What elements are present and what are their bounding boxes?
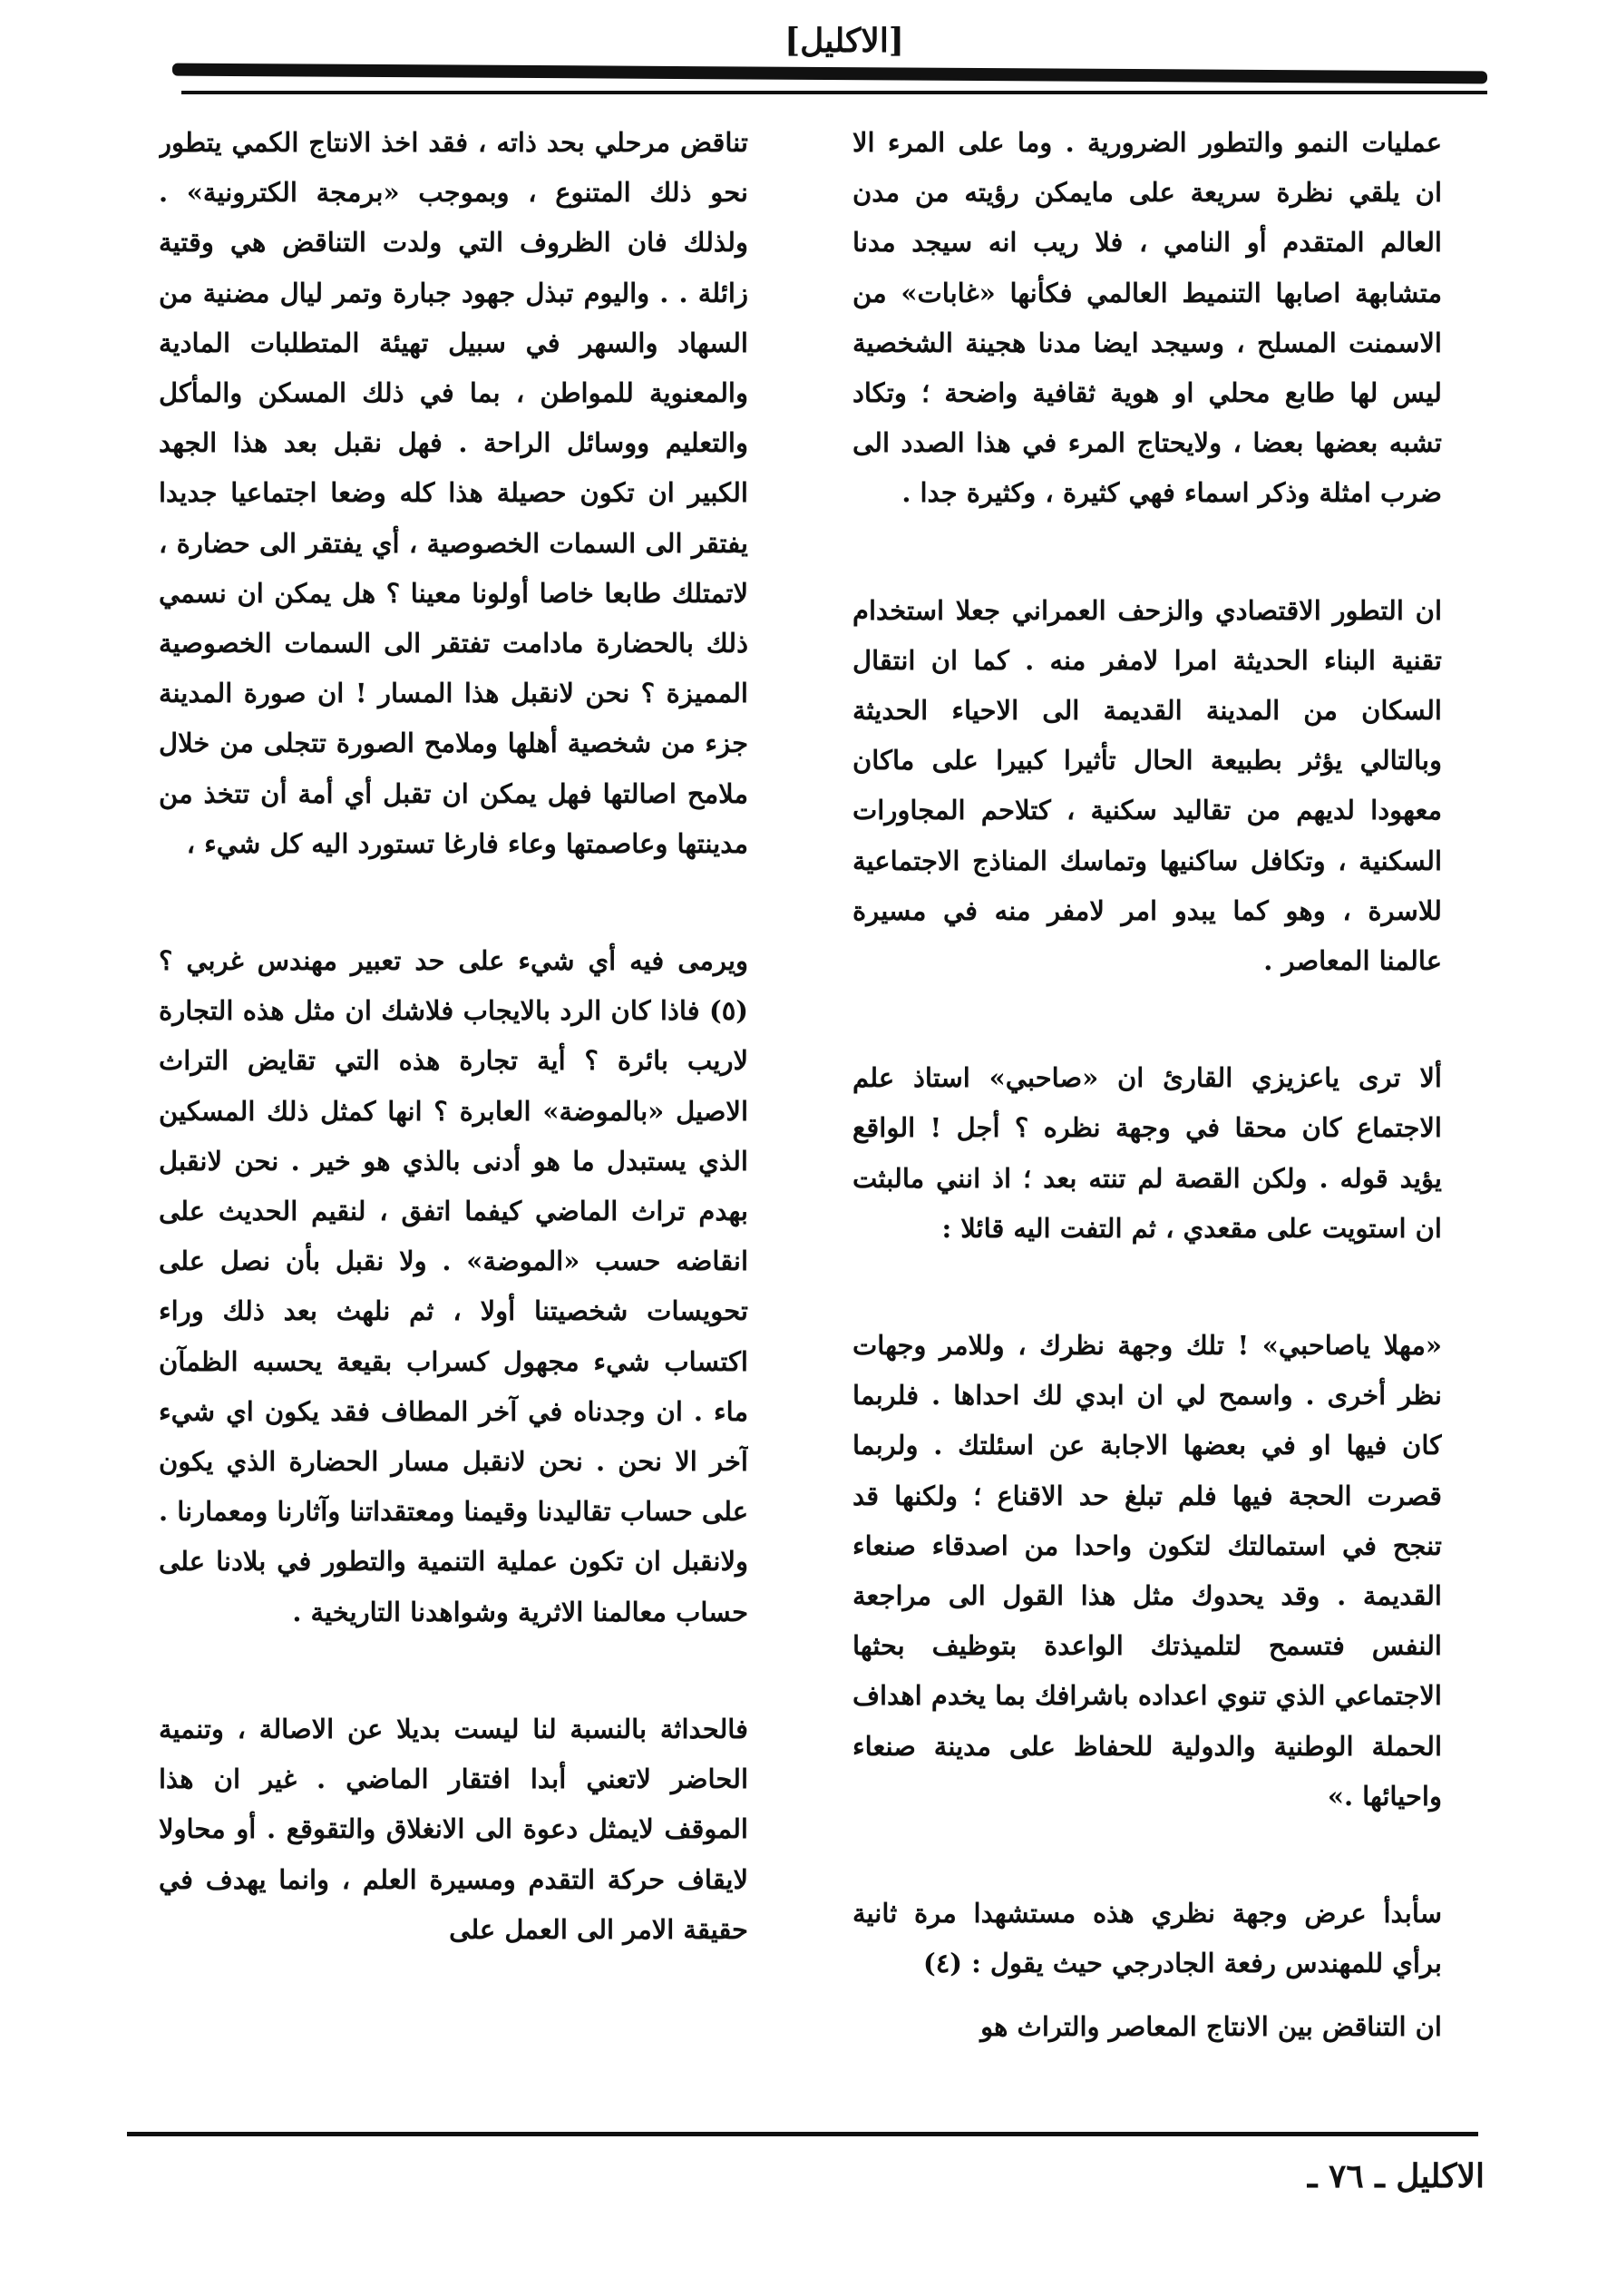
paragraph: سأبدأ عرض وجهة نظري هذه مستشهدا مرة ثانية برأي للمهندس رفعة الجادرجي حيث يقول : (٤) xyxy=(852,1898,1442,1979)
page-footer xyxy=(0,2132,1607,2241)
page-number: الاكليل ـ ٧٦ ـ xyxy=(1307,2157,1485,2195)
journal-title: [الاكليل] xyxy=(784,22,904,60)
paragraph: فالحداثة بالنسبة لنا ليست بديلا عن الاصالة ، وتنمية الحاضر لاتعني أبدا افتقار الماضي . غير ان هذا الموقف لايمثل دعوة الى الانغلاق والتقوقع . أو محاولا لايقاف حركة التقدم ومسيرة العلم ، وانما يهدف في حقيقة الامر الى العمل على xyxy=(159,1713,748,1945)
paragraph: تناقض مرحلي بحد ذاته ، فقد اخذ الانتاج الكمي يتطور نحو ذلك المتنوع ، وبموجب «برمجة الكترونية» . ولذلك فان الظروف التي ولدت التناقض هي وقتية زائلة . . واليوم تبذل جهود جبارة وتمر ليال مضنية من السهاد والسهر في سبيل تهيئة المتطلبات المادية والمعنوية للمواطن ، بما في ذلك المسكن والمأكل والتعليم ووسائل الراحة . فهل نقبل بعد هذا الجهد الكبير ان تكون حصيلة هذا كله وضعا اجتماعيا جديدا يفتقر الى السمات الخصوصية ، أي يفتقر الى حضارة ، لاتمتلك طابعا خاصا أولونا معينا ؟ هل يمكن ان نسمي ذلك بالحضارة مادامت تفتقر الى السمات الخصوصية المميزة ؟ نحن لانقبل هذا المسار ! ان صورة المدينة جزء من شخصية أهلها وملامح الصورة تتجلى من خلال ملامح اصالتها فهل يمكن ان تقبل أي أمة أن تتخذ من مدينتها وعاصمتها وعاء فارغا تستورد اليه كل شيء ، xyxy=(159,127,748,859)
page-header xyxy=(0,13,1607,122)
left-column xyxy=(159,118,748,2150)
header-rule-thin xyxy=(181,91,1487,94)
footer-rule xyxy=(127,2132,1478,2136)
paragraph: ويرمى فيه أي شيء على حد تعبير مهندس غربي ؟ (٥) فاذا كان الرد بالايجاب فلاشك ان مثل هذه التجارة لاريب بائرة ؟ أية تجارة هذه التي تقايض التراث الاصيل «بالموضة» العابرة ؟ انها كمثل ذلك المسكين الذي يستبدل ما هو أدنى بالذي هو خير . نحن لانقبل بهدم تراث الماضي كيفما اتفق ، لنقيم الحديث على انقاضه حسب «الموضة» . ولا نقبل بأن نصل على تحويسات شخصيتنا أولا ، ثم نلهث بعد ذلك وراء اكتساب شيء مجهول كسراب بقيعة يحسبه الظمآن ماء . ان وجدناه في آخر المطاف فقد يكون اي شيء آخر الا نحن . نحن لانقبل مسار الحضارة الذي يكون على حساب تقاليدنا وقيمنا ومعتقداتنا وآثارنا ومعمارنا . ولانقبل ان تكون عملية التنمية والتطور في بلادنا على حساب معالمنا الاثرية وشواهدنا التاريخية . xyxy=(159,945,748,1627)
paragraph: ان التطور الاقتصادي والزحف العمراني جعلا استخدام تقنية البناء الحديثة امرا لامفر منه . كما ان انتقال السكان من المدينة القديمة الى الاحياء الحديثة وبالتالي يؤثر بطبيعة الحال تأثيرا كبيرا على ماكان معهودا لديهم من تقاليد سكنية ، كتلاحم المجاورات السكنية ، وتكافل ساكنيها وتماسك المناذج الاجتماعية للاسرة ، وهو كما يبدو امر لامفر منه في مسيرة عالمنا المعاصر . xyxy=(852,594,1442,977)
paragraph: عمليات النمو والتطور الضرورية . وما على المرء الا ان يلقي نظرة سريعة على مايمكن رؤيته من مدن العالم المتقدم أو النامي ، فلا ريب انه سيجد مدنا متشابهة اصابها التنميط العالمي فكأنها «غابات» من الاسمنت المسلح ، وسيجد ايضا مدنا هجينة الشخصية ليس لها طابع محلي او هوية ثقافية واضحة ؛ وتكاد تشبه بعضها بعضا ، ولايحتاج المرء في هذا الصدد الى ضرب امثلة وذكر اسماء فهي كثيرة ، وكثيرة جدا . xyxy=(852,127,1442,509)
paragraph: ان التناقض بين الانتاج المعاصر والتراث هو xyxy=(980,2010,1442,2042)
paragraph: ألا ترى ياعزيزي القارئ ان «صاحبي» استاذ علم الاجتماع كان محقا في وجهة نظره ؟ أجل ! الواقع يؤيد قوله . ولكن القصة لم تنته بعد ؛ اذ انني مالبثت ان استويت على مقعدي ، ثم التفت اليه قائلا : xyxy=(852,1062,1442,1244)
right-column xyxy=(852,118,1442,2150)
header-rule-thick xyxy=(172,64,1487,84)
paragraph: «مهلا ياصاحبي» ! تلك وجهة نظرك ، وللامر وجهات نظر أخرى . واسمح لي ان ابدي لك احداها . فلربما كان فيها او في بعضها الاجابة عن اسئلتك . ولربما قصرت الحجة فيها فلم تبلغ حد الاقناع ؛ ولكنها قد تنجح في استمالتك لتكون واحدا من اصدقاء صنعاء القديمة . وقد يحدوك مثل هذا القول الى مراجعة النفس فتسمح لتلميذتك الواعدة بتوظيف بحثها الاجتماعي الذي تنوي اعداده باشرافك بما يخدم اهداف الحملة الوطنية والدولية للحفاظ على مدينة صنعاء واحيائها .» xyxy=(852,1330,1442,1812)
